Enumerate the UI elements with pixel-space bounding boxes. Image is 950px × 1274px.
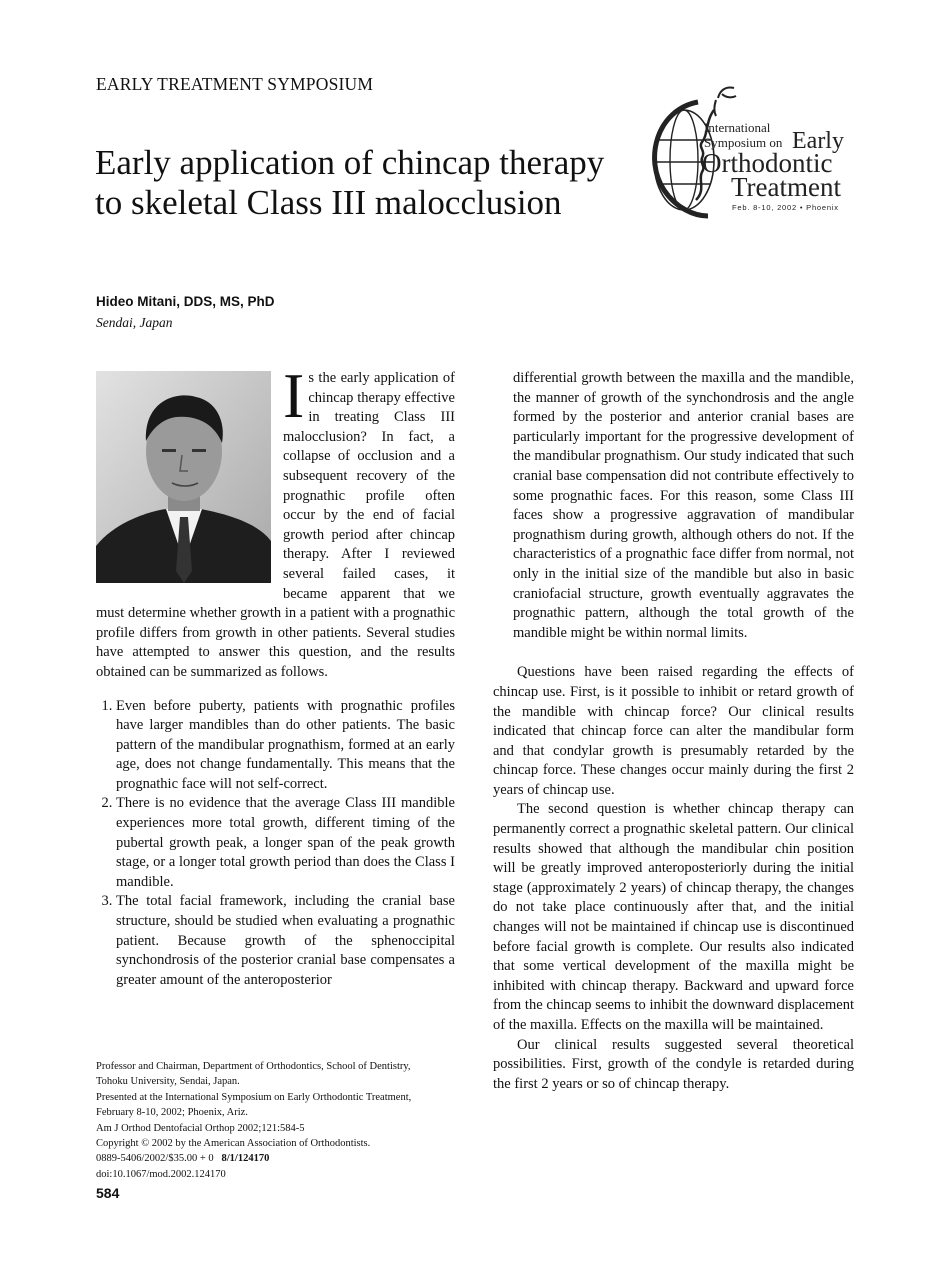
logo-line2-prefix: Symposium on: [704, 135, 783, 150]
article-title: Early application of chincap therapy to skeletal Class III malocclusion: [95, 143, 605, 222]
footnote-line: February 8-10, 2002; Phoenix, Ariz.: [96, 1107, 248, 1119]
sprout-icon: [715, 87, 737, 116]
logo-line3: Orthodontic: [702, 148, 833, 178]
footnote-line: Professor and Chairman, Department of Orthodontics, School of Dentistry,: [96, 1061, 411, 1072]
author-affiliation: Sendai, Japan: [96, 315, 173, 330]
logo-date-line: Feb. 8-10, 2002 • Phoenix: [732, 203, 839, 212]
section-label: EARLY TREATMENT SYMPOSIUM: [96, 74, 374, 94]
footnote-line: Am J Orthod Dentofacial Orthop 2002;121:584-5: [96, 1122, 305, 1134]
body-paragraph: The second question is whether chincap therapy can permanently correct a prognathic skeletal pattern. Our clinical results showed that although the mandibular chin position will be greatly improved anteroposteriorly during the initial stage (approximately 2 years) of chincap therapy, the changes do not take place continuously after that, and the initial changes will not be maintained if chincap use is discontinued before facial growth is complete. Our results also indicated that some vertical development of the maxilla might be inhibited with chincap therapy. Backward and upward force from the chincap seems to inhibit the downward displacement of the maxilla. Effects on the maxilla will be maintained.: [493, 801, 854, 1033]
left-column: [96, 360, 455, 990]
list-item: 1. Even before puberty, patients with prognathic profiles have larger mandibles than do other patients. The basic pattern of the mandibular prognathism, formed at an early age, does not change fundamentally. This means that the prognathic face will not self-correct.: [116, 697, 455, 795]
author-photo: [96, 371, 271, 583]
footnote-issn: 0889-5406/2002/$35.00 + 0: [96, 1153, 214, 1165]
findings-list: [96, 697, 455, 991]
logo-line1: International: [704, 120, 771, 135]
footnote-line: Presented at the International Symposium on Early Orthodontic Treatment,: [96, 1091, 412, 1103]
logo-line2-word: Early: [792, 128, 844, 154]
logo-line4: Treatment: [731, 172, 841, 202]
drop-cap: I: [283, 360, 305, 431]
footnote-doi[interactable]: doi:10.1067/mod.2002.124170: [96, 1168, 226, 1180]
body-paragraph: Questions have been raised regarding the effects of chincap use. First, is it possible to inhibit or retard growth of the mandible with chincap force? Our clinical results indicated that chincap force can alter the mandibular form and that condylar growth is presumably retarded by the chincap force. These changes occur mainly during the first 2 years of chincap use.: [493, 664, 854, 798]
list-item-continuation: differential growth between the maxilla and the mandible, the manner of growth of the synchondrosis and the angle formed by the posterior and anterior cranial bases are particularly important for the progressive development of the mandibular prognathism. Our study indicated that such cranial base compensation did not contribute effectively to some prognathic faces. For this reason, some Class III faces show a progressive aggravation of mandibular prognathism during growth, although others do not. If the characteristics of a prognathic face differ from normal, not only in the initial size of the mandible but also in basic craniofacial structure, growth eventually aggravates the prognathic pattern, although the total growth of the mandible might be within normal limits.: [513, 370, 854, 641]
list-item: 3. The total facial framework, including the cranial base structure, should be studied when evaluating a prognathic patient. Because growth of the sphenoccipital synchondrosis of the posterior cranial base compensates a greater amount of the anteroposterior: [116, 892, 455, 990]
list-item: 2. There is no evidence that the average Class III mandible experiences more total growth, different timing of the pubertal growth peak, a longer span of the peak growth stage, or a longer total growth period than does the Class I mandible.: [116, 794, 455, 892]
page-number: 584: [96, 1185, 120, 1201]
footnote-code: 8/1/124170: [221, 1153, 270, 1165]
right-column: [493, 369, 854, 1094]
footnotes: [96, 1059, 458, 1182]
symposium-logo: [636, 80, 866, 220]
intro-paragraph: s the early application of chincap therapy effective in treating Class III malocclusion? In fact, a collapse of occlusion and a subsequent recovery of the prognathic profile often occur by the end of facial growth period after chincap therapy. After I reviewed several failed cases, it became apparent that we must determine whether growth in a patient with a prognathic profile differs from growth in other patients. Several studies have attempted to answer this question, and the results obtained can be summarized as follows.: [96, 370, 455, 680]
body-paragraph: Our clinical results suggested several theoretical possibilities. First, growth of the condyle is retarded during the first 2 years or so of chincap therapy.: [493, 1036, 854, 1092]
footnote-line: Tohoku University, Sendai, Japan.: [96, 1076, 240, 1088]
footnote-line: Copyright © 2002 by the American Association of Orthodontists.: [96, 1138, 371, 1150]
footnote-line: [96, 1151, 458, 1166]
author-name: Hideo Mitani, DDS, MS, PhD: [96, 294, 275, 309]
